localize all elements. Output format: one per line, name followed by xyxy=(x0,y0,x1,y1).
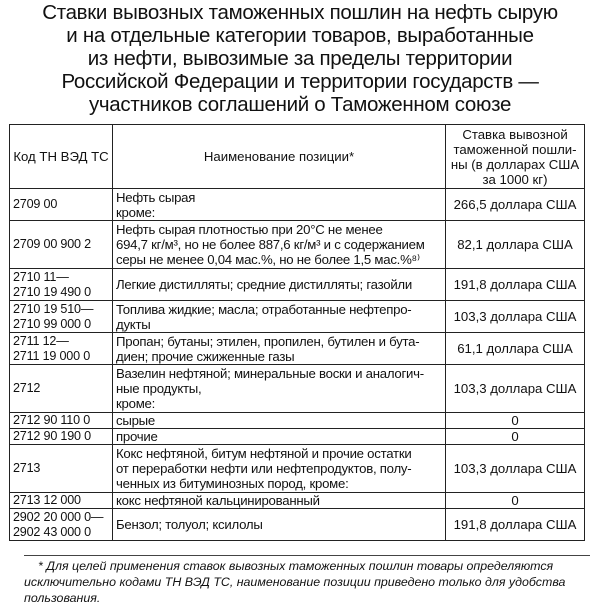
cell-code: 2713 12 000 xyxy=(10,493,113,509)
title-line: из нефти, вывозимые за пределы территории xyxy=(87,47,513,70)
cell-rate: 0 xyxy=(446,493,585,509)
cell-rate: 103,3 доллара США xyxy=(446,365,585,413)
footnote-line: исключительно кодами ТН ВЭД ТС, наименование позиции приведено только для удобства xyxy=(24,575,566,589)
header-rate xyxy=(446,125,585,189)
header-rate-line: за 1000 кг) xyxy=(482,171,548,187)
header-name: Наименование позиции* xyxy=(113,125,446,189)
cell-code: 2711 12— 2711 19 000 0 xyxy=(10,333,113,365)
cell-rate: 103,3 доллара США xyxy=(446,445,585,493)
table-row xyxy=(10,413,585,429)
cell-name: Вазелин нефтяной; минеральные воски и аналогич- ные продукты, кроме: xyxy=(113,365,446,413)
header-rate-line: Ставка вывозной xyxy=(462,126,568,142)
cell-code: 2712 90 110 0 xyxy=(10,413,113,429)
table-row xyxy=(10,509,585,541)
table-row xyxy=(10,493,585,509)
cell-code: 2709 00 xyxy=(10,189,113,221)
cell-rate: 82,1 доллара США xyxy=(446,221,585,269)
cell-code: 2710 19 510— 2710 99 000 0 xyxy=(10,301,113,333)
cell-code: 2710 11— 2710 19 490 0 xyxy=(10,269,113,301)
table-header-row xyxy=(10,125,585,189)
cell-code: 2712 xyxy=(10,365,113,413)
header-rate-line: таможенной пошли- xyxy=(453,141,577,157)
table-row xyxy=(10,189,585,221)
cell-name: Кокс нефтяной, битум нефтяной и прочие остатки от переработки нефти или нефтепродуктов, полу- ченных из битуминозных пород, кроме: xyxy=(113,445,446,493)
table-row xyxy=(10,365,585,413)
table-row xyxy=(10,429,585,445)
cell-code: 2902 20 000 0— 2902 43 000 0 xyxy=(10,509,113,541)
document-title xyxy=(0,1,600,116)
footnote-line: * Для целей применения ставок вывозных таможенных пошлин товары определяются xyxy=(38,559,554,573)
table-row xyxy=(10,221,585,269)
cell-name: прочие xyxy=(113,429,446,445)
cell-rate: 191,8 доллара США xyxy=(446,269,585,301)
title-line: и на отдельные категории товаров, выработанные xyxy=(66,24,534,47)
cell-name: Нефть сырая кроме: xyxy=(113,189,446,221)
header-code: Код ТН ВЭД ТС xyxy=(10,125,113,189)
cell-rate: 191,8 доллара США xyxy=(446,509,585,541)
cell-code: 2712 90 190 0 xyxy=(10,429,113,445)
cell-rate: 266,5 доллара США xyxy=(446,189,585,221)
cell-rate: 103,3 доллара США xyxy=(446,301,585,333)
table-row xyxy=(10,269,585,301)
title-line: Ставки вывозных таможенных пошлин на нефть сырую xyxy=(42,1,558,24)
cell-rate: 61,1 доллара США xyxy=(446,333,585,365)
footnote xyxy=(24,555,590,606)
cell-name: Бензол; толуол; ксилолы xyxy=(113,509,446,541)
cell-name: Нефть сырая плотностью при 20°С не менее 694,7 кг/м³, но не более 887,6 кг/м³ и с содержанием серы не менее 0,04 мас.%, но не более 1,5 мас.%⁸⁾ xyxy=(113,221,446,269)
table-row xyxy=(10,333,585,365)
header-rate-line: ны (в долларах США xyxy=(450,156,580,172)
cell-name: Пропан; бутаны; этилен, пропилен, бутилен и бута- диен; прочие сжиженные газы xyxy=(113,333,446,365)
title-line: участников соглашений о Таможенном союзе xyxy=(88,93,512,116)
cell-name: сырые xyxy=(113,413,446,429)
cell-name: Топлива жидкие; масла; отработанные нефтепро- дукты xyxy=(113,301,446,333)
footnote-line: пользования. xyxy=(24,591,101,605)
duty-rates-table xyxy=(9,124,585,541)
cell-code: 2713 xyxy=(10,445,113,493)
table-row xyxy=(10,301,585,333)
cell-rate: 0 xyxy=(446,413,585,429)
cell-rate: 0 xyxy=(446,429,585,445)
table-row xyxy=(10,445,585,493)
cell-code: 2709 00 900 2 xyxy=(10,221,113,269)
cell-name: кокс нефтяной кальцинированный xyxy=(113,493,446,509)
title-line: Российской Федерации и территории государств — xyxy=(61,70,539,93)
cell-name: Легкие дистилляты; средние дистилляты; газойли xyxy=(113,269,446,301)
